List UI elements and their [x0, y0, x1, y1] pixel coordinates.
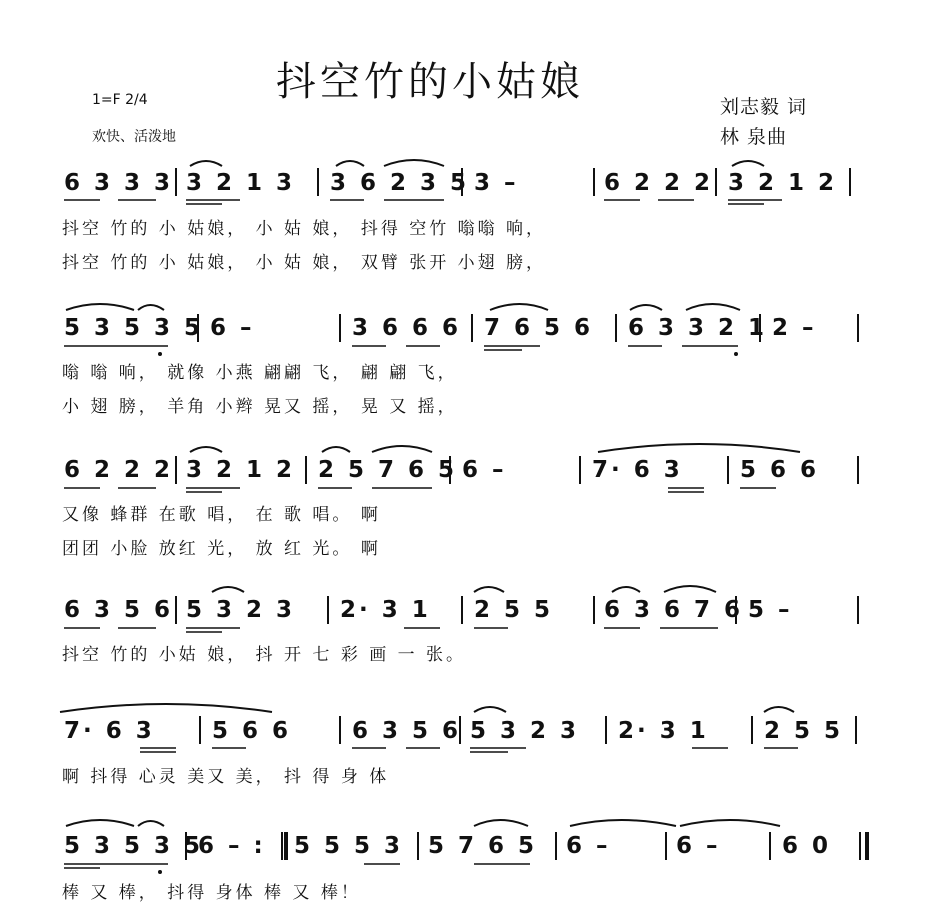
- measure-notes: 6 –: [210, 315, 255, 341]
- measure-notes: 3 6 2 3 5: [330, 170, 470, 196]
- measure-notes: 5 –: [748, 597, 793, 623]
- lyric-line: 啊 抖得 心灵 美又 美， 抖 得 身 体: [62, 767, 390, 787]
- lyricist-credit: 刘志毅 词: [720, 96, 808, 118]
- measure-notes: 6 2 2 2: [64, 457, 174, 483]
- measure-notes: 5 5 5 3: [294, 833, 404, 859]
- measure-notes: 2 5 5: [764, 718, 844, 744]
- lyric-line: 抖空 竹的 小姑 娘， 抖 开 七 彩 画 一 张。: [62, 645, 467, 665]
- measure-notes: 7· 6 3: [64, 718, 155, 744]
- measure-notes: 6 3 5 6: [64, 597, 174, 623]
- measure-notes: 2 –: [772, 315, 817, 341]
- measure-notes: 6 3 3 2 1: [628, 315, 768, 341]
- lyric-line: 抖空 竹的 小 姑娘， 小 姑 娘， 双臂 张开 小翅 膀，: [62, 253, 547, 273]
- lyric-line: 棒 又 棒， 抖得 身体 棒 又 棒！: [62, 883, 361, 903]
- measure-notes: 5 3 5 3 5: [64, 315, 204, 341]
- measure-notes: 6 3 6 7 6: [604, 597, 744, 623]
- composer-credit: 林 泉曲: [720, 126, 788, 148]
- measure-notes: 5 3 5 3 5: [64, 833, 204, 859]
- measure-notes: 6 0: [782, 833, 832, 859]
- lyric-line: 又像 蜂群 在歌 唱， 在 歌 唱。 啊: [62, 505, 381, 525]
- lyric-line: 嗡 嗡 响， 就像 小燕 翩翩 飞， 翩 翩 飞，: [62, 363, 458, 383]
- measure-notes: 5 3 2 3: [470, 718, 580, 744]
- measure-notes: 2 5 7 6 5: [318, 457, 458, 483]
- lyric-line: 抖空 竹的 小 姑娘， 小 姑 娘， 抖得 空竹 嗡嗡 响，: [62, 219, 547, 239]
- measure-notes: 6 3 5 6: [352, 718, 462, 744]
- measure-notes: 2 5 5: [474, 597, 554, 623]
- measure-notes: 7· 6 3: [592, 457, 683, 483]
- lyric-line: 小 翅 膀， 羊角 小辫 晃又 摇， 晃 又 摇，: [62, 397, 458, 417]
- measure-notes: 6 –: [676, 833, 721, 859]
- measure-notes: 2· 3 1: [618, 718, 709, 744]
- measure-notes: 7 6 5 6: [484, 315, 594, 341]
- tempo-marking: 欢快、活泼地: [92, 129, 176, 145]
- measure-notes: 6 –: [462, 457, 507, 483]
- measure-notes: 3 2 1 3: [186, 170, 296, 196]
- measure-notes: 6 2 2 2: [604, 170, 714, 196]
- measure-notes: 6 –: [566, 833, 611, 859]
- lyric-line: 团团 小脸 放红 光， 放 红 光。 啊: [62, 539, 381, 559]
- measure-notes: 5 3 2 3: [186, 597, 296, 623]
- key-signature: 1=F 2/4: [92, 92, 148, 108]
- measure-notes: 5 6 6: [212, 718, 292, 744]
- measure-notes: 5 6 6: [740, 457, 820, 483]
- measure-notes: 3 2 1 2: [186, 457, 296, 483]
- measure-notes: 2· 3 1: [340, 597, 431, 623]
- measure-notes: 5 7 6 5: [428, 833, 538, 859]
- song-title: 抖空竹的小姑娘: [276, 59, 584, 105]
- measure-notes: 6 3 3 3: [64, 170, 174, 196]
- measure-notes: 3 –: [474, 170, 519, 196]
- measure-notes: 6 – :: [198, 833, 266, 859]
- measure-notes: 3 2 1 2: [728, 170, 838, 196]
- measure-notes: 3 6 6 6: [352, 315, 462, 341]
